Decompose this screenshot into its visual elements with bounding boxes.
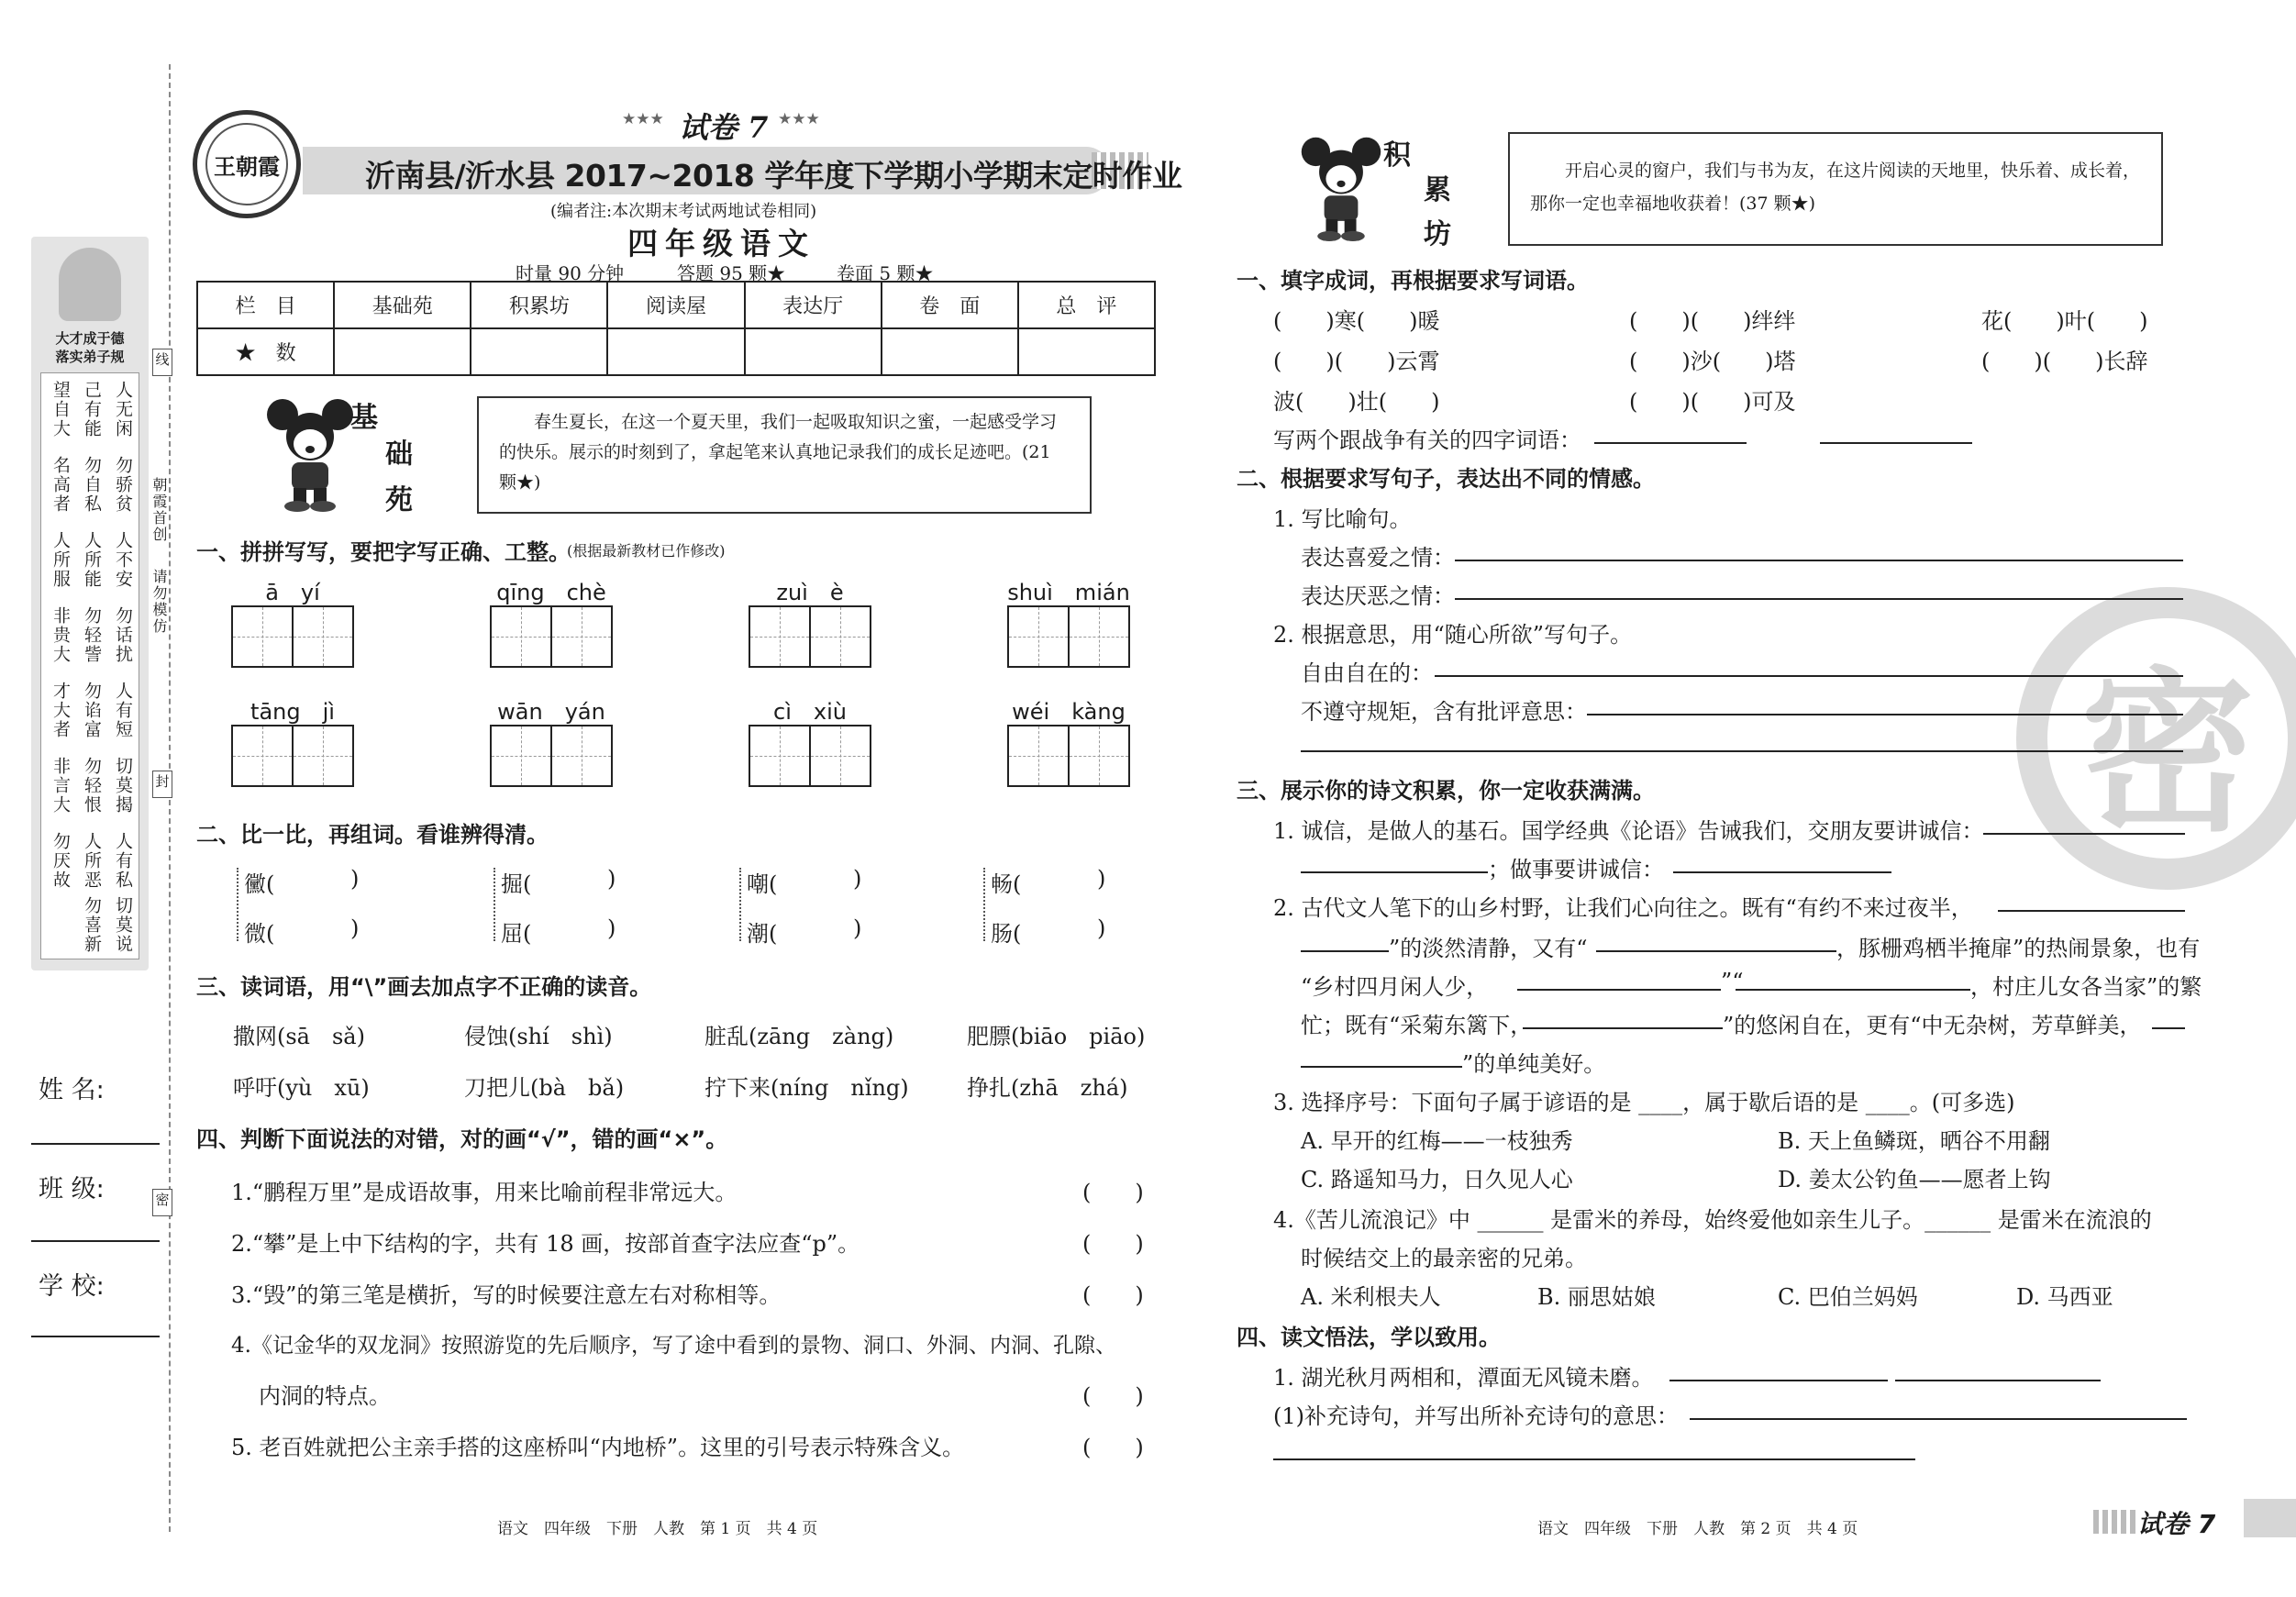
close-paren: ) <box>1097 915 1106 941</box>
mickey-icon <box>1299 128 1383 248</box>
score-header: 表达厅 <box>745 282 882 328</box>
r2-title: 二、根据要求写句子，表达出不同的情感。 <box>1237 466 1655 492</box>
r3-q2a: 2. 古代文人笔下的山乡村野，让我们心向往之。既有“有约不来过夜半， <box>1273 895 1973 921</box>
r3-q2g: 忙；既有“采菊东篱下， <box>1301 1013 1533 1038</box>
writing-grid[interactable] <box>1007 725 1130 787</box>
r2-sub: 1. 写比喻句。 <box>1273 506 1412 532</box>
judge-answer[interactable]: ( ) <box>1082 1435 1144 1460</box>
editor-note: (编者注:本次期末考试两地试卷相同) <box>550 202 817 221</box>
binding-dash-line <box>169 64 171 1532</box>
judge-item: 1.“鹏程万里”是成语故事，用来比喻前程非常远大。 <box>231 1180 738 1205</box>
motto-col: 望自大 <box>50 381 71 438</box>
answer-line[interactable] <box>1301 950 1389 952</box>
writing-grid[interactable] <box>231 605 354 668</box>
answer-line[interactable] <box>1998 910 2185 912</box>
footer-tab <box>2244 1499 2296 1537</box>
score-cell[interactable] <box>1018 328 1155 375</box>
score-header: 总 评 <box>1018 282 1155 328</box>
compare-char: 微( <box>244 921 275 947</box>
section-title-char: 基 <box>350 402 378 434</box>
pinyin-label: tāng jì <box>250 699 335 725</box>
compare-char: 畅( <box>991 871 1022 897</box>
motto-col: 人所能 <box>82 531 102 589</box>
motto-col: 人无闲 <box>113 381 133 438</box>
r3-q4a: 4.《苦儿流浪记》中 ______ 是雷米的养母，始终爱他如亲生儿子。______ 是雷米在流浪的 <box>1273 1207 2152 1233</box>
q1-note: (根据最新教材已作修改) <box>567 542 726 560</box>
score-table <box>196 281 1156 376</box>
writing-grid[interactable] <box>231 725 354 787</box>
pronunciation-item: 撒网(sā sǎ) <box>233 1024 365 1049</box>
r3-q3-option: C. 路遥知马力，日久见人心 <box>1301 1167 1573 1192</box>
subject-title: 四年级语文 <box>627 226 815 261</box>
judge-answer[interactable]: ( ) <box>1082 1282 1144 1308</box>
r3-q2h: ”的悠闲自在，更有“中无杂树，芳草鲜美， <box>1723 1013 2142 1038</box>
score-header: 栏 目 <box>197 282 334 328</box>
answer-line[interactable] <box>1673 871 1891 873</box>
judge-item: 2.“攀”是上中下结构的字，共有 18 画，按部首查字法应查“p”。 <box>231 1231 860 1257</box>
answer-line[interactable] <box>1736 989 1970 991</box>
pinyin-label: qīng chè <box>496 580 606 605</box>
school-label: 学 校: <box>39 1272 105 1301</box>
motto-col: 非言大 <box>50 757 71 815</box>
motto-figure <box>59 248 121 321</box>
pronunciation-item: 脏乱(zāng zàng) <box>704 1024 894 1049</box>
pinyin-label: ā yí <box>265 580 320 605</box>
score-cell[interactable] <box>745 328 882 375</box>
footer-exam-tag: 试卷 7 <box>2137 1509 2216 1539</box>
motto-panel <box>31 237 149 970</box>
judge-item-cont: 内洞的特点。 <box>259 1383 391 1409</box>
r3-q1a: 1. 诚信，是做人的基石。国学经典《论语》告诫我们，交朋友要讲诚信： <box>1273 818 1984 844</box>
name-field[interactable] <box>31 1143 160 1145</box>
pronunciation-item: 挣扎(zhā zhá) <box>967 1075 1128 1101</box>
motto-text-area <box>40 372 139 959</box>
motto-col: 勿轻訾 <box>82 606 102 664</box>
r2-free-label: 自由自在的： <box>1301 660 1433 686</box>
r3-q3-option: D. 姜太公钓鱼——愿者上钩 <box>1778 1167 2051 1192</box>
exam-title: 沂南县/沂水县 2017~2018 学年度下学期小学期末定时作业 <box>365 158 1182 194</box>
bracket <box>237 868 238 941</box>
fill-idiom: ( )( )可及 <box>1629 389 1796 415</box>
seal-mark-line: 线 <box>152 349 172 376</box>
r3-q2f: ，村庄儿女各当家”的繁 <box>1970 974 2202 1000</box>
motto-col: 勿自私 <box>82 456 102 514</box>
pronunciation-item: 侵蚀(shí shì) <box>464 1024 613 1049</box>
motto-col: 人不安 <box>113 531 133 589</box>
q1-title: 一、拼拼写写，要把字写正确、工整。 <box>196 539 571 565</box>
class-field[interactable] <box>31 1240 160 1242</box>
motto-col: 己有能 <box>82 381 102 438</box>
answer-line[interactable] <box>1301 1066 1462 1068</box>
motto-col: 勿喜新 <box>82 896 102 954</box>
writing-grid[interactable] <box>1007 605 1130 668</box>
answer-line[interactable] <box>2152 1027 2185 1029</box>
r2-dislike-label: 表达厌恶之情： <box>1301 583 1455 609</box>
close-paren: ) <box>607 866 616 892</box>
judge-answer[interactable]: ( ) <box>1082 1383 1144 1409</box>
score-cell[interactable] <box>607 328 744 375</box>
judge-item: 5. 老百姓就把公主亲手搭的这座桥叫“内地桥”。这里的引号表示特殊含义。 <box>231 1435 965 1460</box>
answer-line[interactable] <box>1301 871 1488 873</box>
r4-sub: (1)补充诗句，并写出所补充诗句的意思： <box>1273 1403 1679 1429</box>
score-header: 卷 面 <box>882 282 1018 328</box>
score-header: 基础苑 <box>334 282 471 328</box>
judge-answer[interactable]: ( ) <box>1082 1231 1144 1257</box>
close-paren: ) <box>1097 866 1106 892</box>
answer-line[interactable] <box>1587 714 2183 715</box>
pinyin-label: wéi kàng <box>1012 699 1126 725</box>
answer-line[interactable] <box>1273 1458 1915 1460</box>
r2-like-label: 表达喜爱之情： <box>1301 545 1455 571</box>
stars-right: ★★★ <box>778 110 820 128</box>
score-row-label: ★ 数 <box>197 328 334 375</box>
vertical-note-no-copy: 请勿模仿 <box>150 569 168 635</box>
name-label: 姓 名: <box>39 1076 105 1104</box>
fill-idiom: 波( )壮( ) <box>1273 389 1440 415</box>
r4-title: 四、读文悟法，学以致用。 <box>1237 1325 1501 1350</box>
fill-idiom: ( )( )长辞 <box>1981 349 2148 374</box>
r3-q2i: ”的单纯美好。 <box>1462 1051 1606 1077</box>
compare-char: 嘲( <box>747 871 778 897</box>
motto-col: 非贵大 <box>50 606 71 664</box>
fill-idiom: ( )寒( )暖 <box>1273 308 1440 334</box>
r3-q3-option: A. 早开的红梅——一枝独秀 <box>1301 1128 1573 1154</box>
r3-q4-option: B. 丽思姑娘 <box>1537 1284 1656 1310</box>
score-header: 积累坊 <box>471 282 607 328</box>
r2-rule-label: 不遵守规矩，含有批评意思： <box>1301 699 1587 725</box>
answer-line[interactable] <box>1669 1380 1888 1381</box>
seal-mark-seal: 封 <box>152 771 172 798</box>
section-title-char: 坊 <box>1424 218 1451 250</box>
writing-grid[interactable] <box>490 605 613 668</box>
footer-page-2: 语文 四年级 下册 人教 第 2 页 共 4 页 <box>1537 1520 1858 1538</box>
footer-texture <box>2093 1510 2137 1534</box>
r1-title: 一、填字成词，再根据要求写词语。 <box>1237 268 1589 294</box>
answer-line[interactable] <box>1690 1418 2187 1420</box>
q2-title: 二、比一比，再组词。看谁辨得清。 <box>196 822 549 848</box>
writing-grid[interactable] <box>749 725 871 787</box>
score-cell[interactable] <box>334 328 471 375</box>
vertical-note-original: 朝霞首创 <box>150 477 168 543</box>
r3-title: 三、展示你的诗文积累，你一定收获满满。 <box>1237 778 1655 804</box>
close-paren: ) <box>607 915 616 941</box>
motto-col: 切莫说 <box>113 896 133 954</box>
pronunciation-item: 呼吁(yù xū) <box>233 1075 370 1101</box>
compare-char: 肠( <box>991 921 1022 947</box>
section-intro-box: 开启心灵的窗户，我们与书为友，在这片阅读的天地里，快乐着、成长着，那你一定也幸福地收获着！(37 颗★) <box>1508 132 2163 246</box>
r3-q3: 3. 选择序号：下面句子属于谚语的是 ____，属于歇后语的是 ____。(可多选) <box>1273 1090 2015 1115</box>
meta-neat: 卷面 5 颗★ <box>837 262 934 284</box>
writing-grid[interactable] <box>749 605 871 668</box>
motto-col: 名高者 <box>50 456 71 514</box>
r3-q4-option: C. 巴伯兰妈妈 <box>1778 1284 1918 1310</box>
stars-left: ★★★ <box>622 110 664 128</box>
bracket <box>739 868 741 941</box>
judge-item: 3.“毁”的第三笔是横折，写的时候要注意左右对称相等。 <box>231 1282 782 1308</box>
pinyin-label: wān yán <box>497 699 605 725</box>
footer-page-1: 语文 四年级 下册 人教 第 1 页 共 4 页 <box>497 1520 818 1538</box>
section-title-char: 累 <box>1424 174 1451 206</box>
compare-char: 黴( <box>244 871 275 897</box>
war-word-line[interactable] <box>1820 442 1972 444</box>
motto-col: 人有短 <box>113 682 133 739</box>
answer-line[interactable] <box>1301 750 2183 752</box>
motto-col: 勿话扰 <box>113 606 133 664</box>
motto-col: 勿轻恨 <box>82 757 102 815</box>
pronunciation-item: 肥膘(biāo piāo) <box>967 1024 1146 1049</box>
r3-q2e: ”“ <box>1721 969 1744 994</box>
class-label: 班 级: <box>39 1175 105 1203</box>
pronunciation-item: 拧下来(níng nǐng) <box>704 1075 909 1101</box>
answer-line[interactable] <box>1435 675 2183 677</box>
watermark-char: 密 <box>2080 651 2255 855</box>
motto-col: 才大者 <box>50 682 71 739</box>
judge-item: 4.《记金华的双龙洞》按照游览的先后顺序，写了途中看到的景物、洞口、外洞、内洞、孔隙、 <box>231 1334 1116 1358</box>
bracket <box>494 868 495 941</box>
fill-idiom: ( )沙( )塔 <box>1629 349 1796 374</box>
fill-idiom: ( )( )绊绊 <box>1629 308 1796 334</box>
judge-answer[interactable]: ( ) <box>1082 1180 1144 1205</box>
section-title-char: 积 <box>1383 139 1411 172</box>
answer-line[interactable] <box>1455 560 2183 561</box>
meta-time: 时量 90 分钟 <box>516 262 625 284</box>
section-title-char: 础 <box>385 438 413 471</box>
close-paren: ) <box>853 915 862 941</box>
pinyin-label: shuì mián <box>1007 580 1130 605</box>
r3-q2b: ”的淡然清静，又有“ <box>1389 936 1588 961</box>
seal-mark-secret: 密 <box>152 1189 172 1216</box>
answer-line[interactable] <box>1596 950 1836 952</box>
publisher-logo <box>193 110 301 218</box>
r3-q3-option: B. 天上鱼鳞斑，晒谷不用翻 <box>1778 1128 2050 1154</box>
meta-answer: 答题 95 颗★ <box>677 262 786 284</box>
motto-col: 勿骄贫 <box>113 456 133 514</box>
score-header: 阅读屋 <box>607 282 744 328</box>
pinyin-label: cì xiù <box>773 699 847 725</box>
section-intro-box: 春生夏长，在这一个夏天里，我们一起吸取知识之蜜，一起感受学习的快乐。展示的时刻到了，拿起笔来认真地记录我们的成长足迹吧。(21 颗★) <box>477 396 1092 514</box>
motto-col: 切莫揭 <box>113 757 133 815</box>
answer-line[interactable] <box>1523 1027 1723 1029</box>
mickey-icon <box>264 394 356 514</box>
war-word-line[interactable] <box>1594 442 1747 444</box>
compare-char: 潮( <box>747 921 778 947</box>
bracket <box>983 868 985 941</box>
r3-q4-option: A. 米利根夫人 <box>1301 1284 1441 1310</box>
section-title-char: 苑 <box>385 484 413 516</box>
pinyin-label: zuì è <box>776 580 844 605</box>
answer-line[interactable] <box>1455 598 2183 600</box>
fill-idiom: ( )( )云霄 <box>1273 349 1440 374</box>
score-cell[interactable] <box>882 328 1018 375</box>
motto-col: 人所服 <box>50 531 71 589</box>
r4-q1: 1. 湖光秋月两相和，潭面无风镜未磨。 <box>1273 1365 1654 1391</box>
exam-tag: 试卷 7 <box>679 110 769 145</box>
answer-line[interactable] <box>1895 1380 2101 1381</box>
pronunciation-item: 刀把儿(bà bǎ) <box>464 1075 625 1101</box>
watermark-seal-icon <box>2016 587 2296 890</box>
answer-line[interactable] <box>1983 833 2185 835</box>
r3-q4-option: D. 马西亚 <box>2016 1284 2113 1310</box>
r3-q4b: 时候结交上的最亲密的兄弟。 <box>1301 1246 1587 1271</box>
motto-col: 勿谄富 <box>82 682 102 739</box>
r3-q2c: ，豚栅鸡栖半掩扉”的热闹景象，也有 <box>1836 936 2201 961</box>
q4-title: 四、判断下面说法的对错，对的画“√”，错的画“×”。 <box>196 1126 728 1152</box>
compare-char: 屈( <box>501 921 532 947</box>
fill-idiom: 花( )叶( ) <box>1981 308 2148 334</box>
motto-col: 人所恶 <box>82 832 102 890</box>
motto-col: 勿厌故 <box>50 832 71 890</box>
answer-line[interactable] <box>1517 989 1721 991</box>
score-cell[interactable] <box>471 328 607 375</box>
war-words-label: 写两个跟战争有关的四字词语： <box>1273 427 1581 453</box>
motto-col: 人有私 <box>113 832 133 890</box>
close-paren: ) <box>853 866 862 892</box>
q3-title: 三、读词语，用“\”画去加点字不正确的读音。 <box>196 974 652 1000</box>
r3-q2d: “乡村四月闲人少， <box>1301 974 1489 1000</box>
r3-q1b: ；做事要讲诚信： <box>1488 857 1664 882</box>
school-field[interactable] <box>31 1336 160 1337</box>
logo-text: 王朝霞 <box>205 123 288 205</box>
writing-grid[interactable] <box>490 725 613 787</box>
motto-top: 大才成于德 <box>55 330 125 347</box>
compare-char: 掘( <box>501 871 532 897</box>
motto-bottom: 落实弟子规 <box>55 349 125 365</box>
close-paren: ) <box>350 866 360 892</box>
close-paren: ) <box>350 915 360 941</box>
r2-sub: 2. 根据意思，用“随心所欲”写句子。 <box>1273 622 1633 648</box>
